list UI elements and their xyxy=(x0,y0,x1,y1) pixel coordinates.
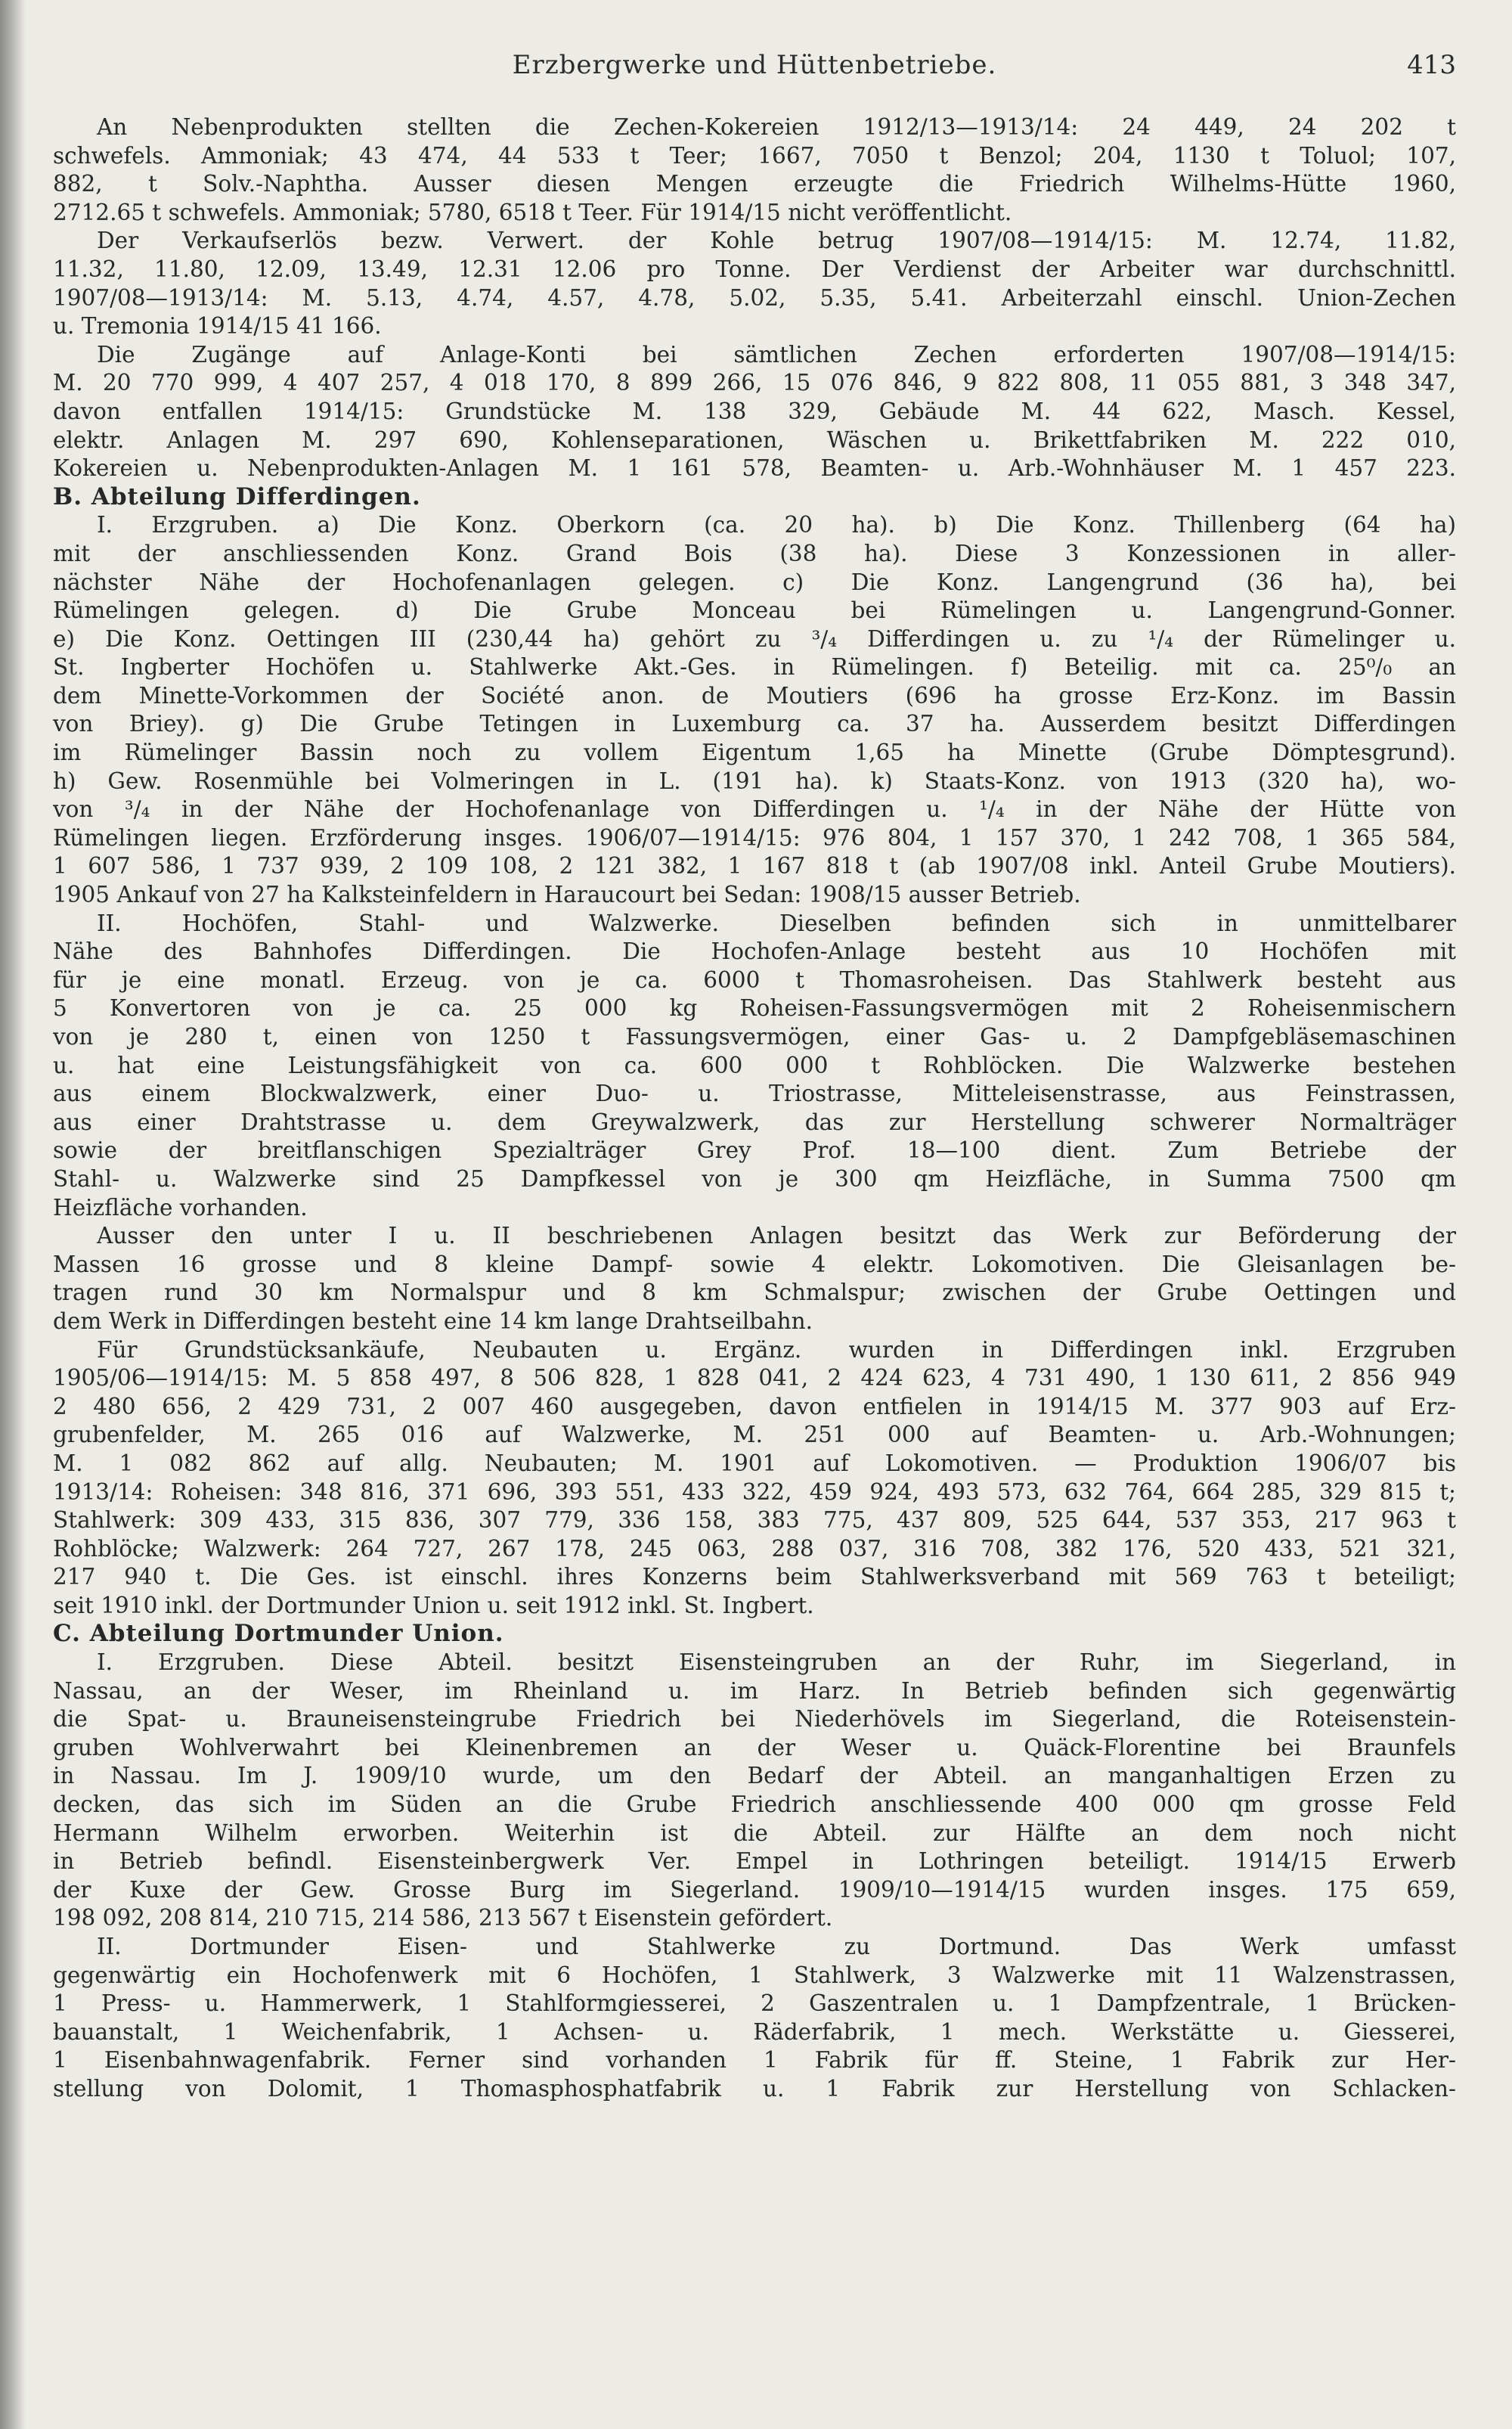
text-line: dem Minette-Vorkommen der Société anon. de Moutiers (696 ha grosse Erz-Konz. im Bassin xyxy=(53,682,1456,709)
text-line: 2 480 656, 2 429 731, 2 007 460 ausgegeben, davon entfielen in 1914/15 M. 377 903 auf Erz- xyxy=(53,1393,1456,1419)
text-line: Massen 16 grosse und 8 kleine Dampf- sowie 4 elektr. Lokomotiven. Die Gleisanlagen be- xyxy=(53,1251,1456,1277)
text-line: von ³/₄ in der Nähe der Hochofenanlage von Differdingen u. ¹/₄ in der Nähe der Hütte von xyxy=(53,796,1456,823)
text-line: aus einer Drahtstrasse u. dem Greywalzwerk, das zur Herstellung schwerer Normalträger xyxy=(53,1109,1456,1135)
text-line: Der Verkaufserlös bezw. Verwert. der Kohle betrug 1907/08—1914/15: M. 12.74, 11.82, xyxy=(97,228,1456,254)
text-line: Für Grundstücksankäufe, Neubauten u. Ergänz. wurden in Differdingen inkl. Erzgruben xyxy=(97,1336,1456,1363)
text-line: von je 280 t, einen von 1250 t Fassungsvermögen, einer Gas- u. 2 Dampfgebläsemaschinen xyxy=(53,1024,1456,1050)
text-line: h) Gew. Rosenmühle bei Volmeringen in L. (191 ha). k) Staats-Konz. von 1913 (320 ha), wo- xyxy=(53,768,1456,794)
text-line: 1907/08—1913/14: M. 5.13, 4.74, 4.57, 4.78, 5.02, 5.35, 5.41. Arbeiterzahl einschl. Union-Zechen xyxy=(53,284,1456,311)
text-line: schwefels. Ammoniak; 43 474, 44 533 t Teer; 1667, 7050 t Benzol; 204, 1130 t Toluol; 107, xyxy=(53,142,1456,169)
text-line: decken, das sich im Süden an die Grube Friedrich anschliessende 400 000 qm grosse Feld xyxy=(53,1792,1456,1818)
binding-shadow xyxy=(0,0,26,2429)
text-line: sowie der breitflanschigen Spezialträger Grey Prof. 18—100 dient. Zum Betriebe der xyxy=(53,1137,1456,1164)
text-line: nächster Nähe der Hochofenanlagen gelegen. c) Die Konz. Langengrund (36 ha), bei xyxy=(53,569,1456,595)
section-heading-differdingen: B. Abteilung Differdingen. xyxy=(53,482,421,510)
text-line: Nassau, an der Weser, im Rheinland u. im Harz. In Betrieb befinden sich gegenwärtig xyxy=(53,1677,1456,1704)
page-number: 413 xyxy=(1407,50,1456,80)
text-line: davon entfallen 1914/15: Grundstücke M. 138 329, Gebäude M. 44 622, Masch. Kessel, xyxy=(53,398,1456,424)
text-line: 1 Eisenbahnwagenfabrik. Ferner sind vorhanden 1 Fabrik für ff. Steine, 1 Fabrik zur Her- xyxy=(53,2047,1456,2074)
text-line: stellung von Dolomit, 1 Thomasphosphatfabrik u. 1 Fabrik zur Herstellung von Schlacken- xyxy=(53,2075,1456,2102)
text-line: I. Erzgruben. a) Die Konz. Oberkorn (ca. 20 ha). b) Die Konz. Thillenberg (64 ha) xyxy=(97,512,1456,538)
text-line: Rümelingen liegen. Erzförderung insges. 1906/07—1914/15: 976 804, 1 157 370, 1 242 708, 1 365 584, xyxy=(53,824,1456,851)
text-line: Hermann Wilhelm erworben. Weiterhin ist die Abteil. zur Hälfte an dem noch nicht xyxy=(53,1819,1456,1846)
text-line: 11.32, 11.80, 12.09, 13.49, 12.31 12.06 pro Tonne. Der Verdienst der Arbeiter war durchschnittl. xyxy=(53,256,1456,282)
text-line: I. Erzgruben. Diese Abteil. besitzt Eisensteingruben an der Ruhr, im Siegerland, in xyxy=(97,1649,1456,1676)
text-line: II. Hochöfen, Stahl- und Walzwerke. Dieselben befinden sich in unmittelbarer xyxy=(97,910,1456,936)
text-line: 1913/14: Roheisen: 348 816, 371 696, 393 551, 433 322, 459 924, 493 573, 632 764, 664 285, 329 815 t; xyxy=(53,1478,1456,1505)
text-line: seit 1910 inkl. der Dortmunder Union u. seit 1912 inkl. St. Ingbert. xyxy=(53,1592,814,1618)
text-line: M. 20 770 999, 4 407 257, 4 018 170, 8 899 266, 15 076 846, 9 822 808, 11 055 881, 3 348 347, xyxy=(53,370,1456,396)
text-line: gruben Wohlverwahrt bei Kleinenbremen an der Weser u. Quäck-Florentine bei Braunfels xyxy=(53,1734,1456,1760)
text-line: Nähe des Bahnhofes Differdingen. Die Hochofen-Anlage besteht aus 10 Hochöfen mit xyxy=(53,938,1456,965)
text-line: II. Dortmunder Eisen- und Stahlwerke zu Dortmund. Das Werk umfasst xyxy=(97,1934,1456,1959)
body-text xyxy=(53,113,1456,2104)
text-line: 882, t Solv.-Naphtha. Ausser diesen Mengen erzeugte die Friedrich Wilhelms-Hütte 1960, xyxy=(53,171,1456,197)
text-line: grubenfelder, M. 265 016 auf Walzwerke, M. 251 000 auf Beamten- u. Arb.-Wohnungen; xyxy=(53,1422,1456,1448)
text-line: 1 Press- u. Hammerwerk, 1 Stahlformgiesserei, 2 Gaszentralen u. 1 Dampfzentrale, 1 Brücken- xyxy=(53,1990,1456,2017)
text-line: bauanstalt, 1 Weichenfabrik, 1 Achsen- u. Räderfabrik, 1 mech. Werkstätte u. Giesserei, xyxy=(53,2018,1456,2045)
text-line: Rümelingen gelegen. d) Die Grube Monceau bei Rümelingen u. Langengrund-Gonner. xyxy=(53,597,1456,624)
text-line: 1 607 586, 1 737 939, 2 109 108, 2 121 382, 1 167 818 t (ab 1907/08 inkl. Anteil Grube Moutiers). xyxy=(53,853,1456,879)
text-line: e) Die Konz. Oettingen III (230,44 ha) gehört zu ³/₄ Differdingen u. zu ¹/₄ der Rümelinger u. xyxy=(53,625,1456,652)
text-line: in Nassau. Im J. 1909/10 wurde, um den Bedarf der Abteil. an manganhaltigen Erzen zu xyxy=(53,1763,1456,1789)
running-title: Erzbergwerke und Hüttenbetriebe. xyxy=(512,50,997,80)
text-line: M. 1 082 862 auf allg. Neubauten; M. 1901 auf Lokomotiven. — Produktion 1906/07 bis xyxy=(53,1450,1456,1476)
text-line: 2712.65 t schwefels. Ammoniak; 5780, 6518 t Teer. Für 1914/15 nicht veröffentlicht. xyxy=(53,199,1012,225)
text-line: Ausser den unter I u. II beschriebenen Anlagen besitzt das Werk zur Beförderung der xyxy=(97,1223,1456,1249)
text-line: für je eine monatl. Erzeug. von je ca. 6000 t Thomasroheisen. Das Stahlwerk besteht aus xyxy=(53,966,1456,993)
text-line: aus einem Blockwalzwerk, einer Duo- u. Triostrasse, Mitteleisenstrasse, aus Feinstrassen, xyxy=(53,1081,1456,1107)
text-line: u. hat eine Leistungsfähigkeit von ca. 600 000 t Rohblöcken. Die Walzwerke bestehen xyxy=(53,1052,1456,1078)
text-line: mit der anschliessenden Konz. Grand Bois (38 ha). Diese 3 Konzessionen in aller- xyxy=(53,540,1456,566)
text-line: dem Werk in Differdingen besteht eine 14 km lange Drahtseilbahn. xyxy=(53,1308,813,1334)
section-heading-dortmunder-union: C. Abteilung Dortmunder Union. xyxy=(53,1620,504,1648)
text-line: 217 940 t. Die Ges. ist einschl. ihres Konzerns beim Stahlwerksverband mit 569 763 t beteiligt; xyxy=(53,1564,1456,1590)
text-line: Stahlwerk: 309 433, 315 836, 307 779, 336 158, 383 775, 437 809, 525 644, 537 353, 217 963 t xyxy=(53,1507,1456,1534)
text-line: Die Zugänge auf Anlage-Konti bei sämtlichen Zechen erforderten 1907/08—1914/15: xyxy=(97,341,1456,368)
text-line: 1905/06—1914/15: M. 5 858 497, 8 506 828, 1 828 041, 2 424 623, 4 731 490, 1 130 611, 2 856 949 xyxy=(53,1365,1456,1391)
text-line: Kokereien u. Nebenprodukten-Anlagen M. 1 161 578, Beamten- u. Arb.-Wohnhäuser M. 1 457 223. xyxy=(53,455,1456,482)
text-line: elektr. Anlagen M. 297 690, Kohlenseparationen, Wäschen u. Brikettfabriken M. 222 010, xyxy=(53,427,1456,453)
text-line: Heizfläche vorhanden. xyxy=(53,1194,308,1221)
text-line: u. Tremonia 1914/15 41 166. xyxy=(53,313,382,340)
text-line: gegenwärtig ein Hochofenwerk mit 6 Hochöfen, 1 Stahlwerk, 3 Walzwerke mit 11 Walzenstrassen, xyxy=(53,1962,1456,1988)
text-line: Stahl- u. Walzwerke sind 25 Dampfkessel von je 300 qm Heizfläche, in Summa 7500 qm xyxy=(53,1165,1456,1192)
text-line: An Nebenprodukten stellten die Zechen-Kokereien 1912/13—1913/14: 24 449, 24 202 t xyxy=(97,114,1456,140)
text-line: 1905 Ankauf von 27 ha Kalksteinfeldern in Haraucourt bei Sedan: 1908/15 ausser Betrieb. xyxy=(53,882,1081,908)
text-line: 5 Konvertoren von je ca. 25 000 kg Roheisen-Fassungsvermögen mit 2 Roheisenmischern xyxy=(53,995,1456,1022)
text-line: die Spat- u. Brauneisensteingrube Friedrich bei Niederhövels im Siegerland, die Roteisenstein- xyxy=(53,1706,1456,1733)
text-line: von Briey). g) Die Grube Tetingen in Luxemburg ca. 37 ha. Ausserdem besitzt Differdingen xyxy=(53,711,1456,737)
text-line: der Kuxe der Gew. Grosse Burg im Siegerland. 1909/10—1914/15 wurden insges. 175 659, xyxy=(53,1876,1456,1903)
text-line: im Rümelinger Bassin noch zu vollem Eigentum 1,65 ha Minette (Grube Dömptesgrund). xyxy=(53,740,1456,766)
text-line: St. Ingberter Hochöfen u. Stahlwerke Akt.-Ges. in Rümelingen. f) Beteilig. mit ca. 25⁰/₀ an xyxy=(53,654,1456,681)
text-line: Rohblöcke; Walzwerk: 264 727, 267 178, 245 063, 288 037, 316 708, 382 176, 520 433, 521 321, xyxy=(53,1535,1456,1562)
page-header xyxy=(53,42,1456,98)
text-line: tragen rund 30 km Normalspur und 8 km Schmalspur; zwischen der Grube Oettingen und xyxy=(53,1280,1456,1306)
text-line: in Betrieb befindl. Eisensteinbergwerk Ver. Empel in Lothringen beteiligt. 1914/15 Erwerb xyxy=(53,1848,1456,1875)
text-line: 198 092, 208 814, 210 715, 214 586, 213 567 t Eisenstein gefördert. xyxy=(53,1905,833,1931)
